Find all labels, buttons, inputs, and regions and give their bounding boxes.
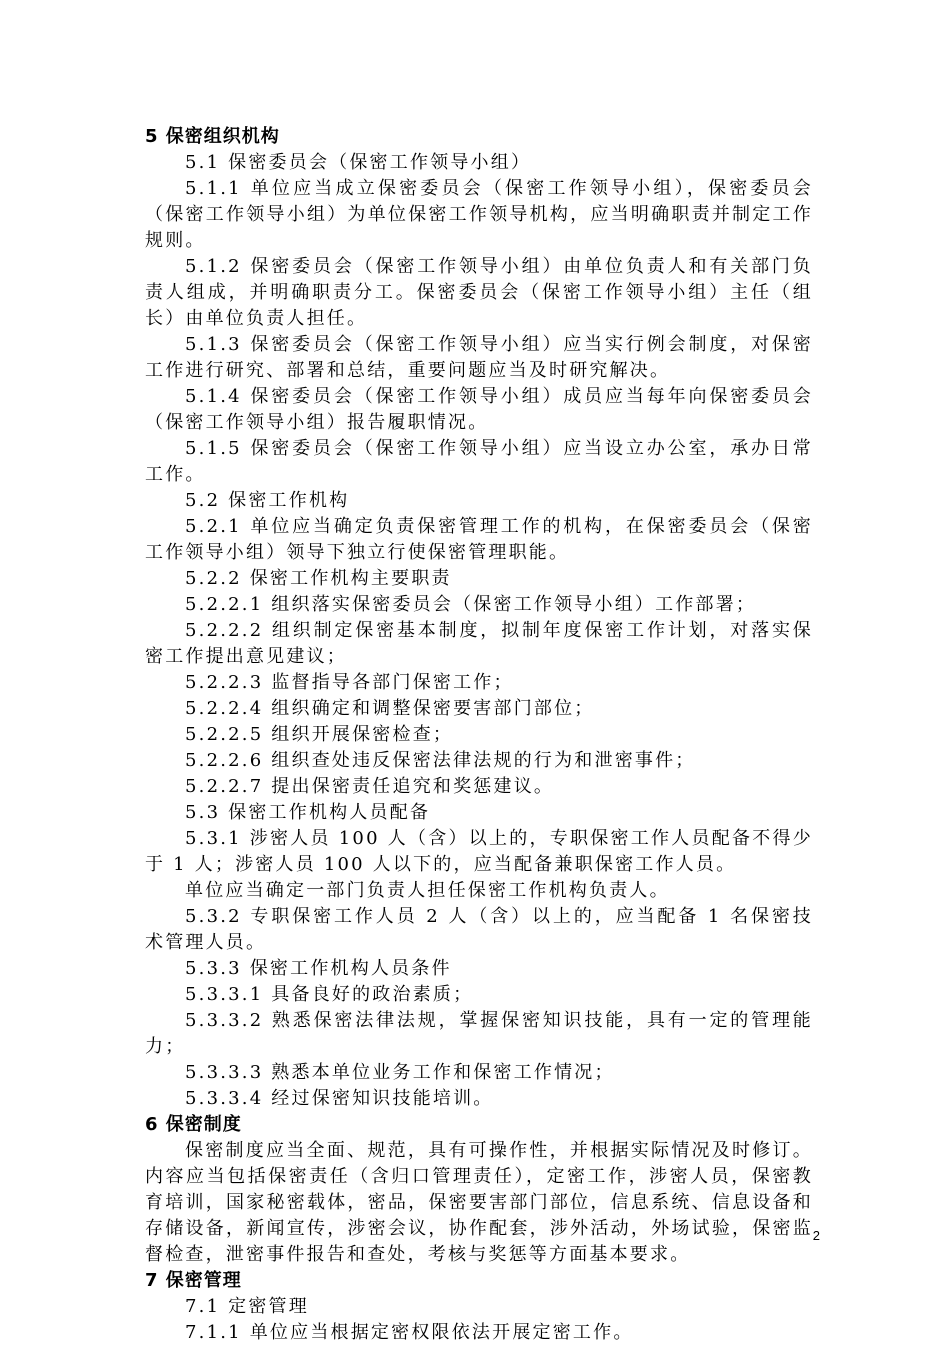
paragraph: 5.2.2.3 监督指导各部门保密工作； xyxy=(185,672,514,693)
paragraph: 5.2 保密工作机构 xyxy=(185,490,350,511)
paragraph: 5.1.2 保密委员会（保密工作领导小组）由单位负责人和有关部门负责人组成，并明确职责分工。保密委员会（保密工作领导小组）主任（组长）由单位负责人担任。 xyxy=(145,256,813,329)
paragraph: 5.3 保密工作机构人员配备 xyxy=(185,802,431,823)
section-heading: 6 保密制度 xyxy=(145,1114,242,1135)
section-heading: 5 保密组织机构 xyxy=(145,126,280,147)
paragraph: 5.2.2.2 组织制定保密基本制度，拟制年度保密工作计划，对落实保密工作提出意见建议； xyxy=(145,620,813,667)
paragraph: 5.2.2.4 组织确定和调整保密要害部门部位； xyxy=(185,698,595,719)
paragraph: 保密制度应当全面、规范，具有可操作性，并根据实际情况及时修订。内容应当包括保密责任（含归口管理责任），定密工作，涉密人员，保密教育培训，国家秘密载体，密品，保密要害部门部位，信息系统、信息设备和存储设备，新闻宣传，涉密会议，协作配套，涉外活动，外场试验，保密监督检查，泄密事件报告和查处，考核与奖惩等方面基本要求。 xyxy=(145,1140,813,1265)
paragraph: 5.1.4 保密委员会（保密工作领导小组）成员应当每年向保密委员会（保密工作领导小组）报告履职情况。 xyxy=(145,386,813,433)
paragraph: 5.3.3.2 熟悉保密法律法规，掌握保密知识技能，具有一定的管理能力； xyxy=(145,1010,813,1057)
paragraph: 5.3.3 保密工作机构人员条件 xyxy=(185,958,452,979)
paragraph: 单位应当确定一部门负责人担任保密工作机构负责人。 xyxy=(185,880,670,901)
paragraph: 5.3.1 涉密人员 100 人（含）以上的，专职保密工作人员配备不得少于 1 人；涉密人员 100 人以下的，应当配备兼职保密工作人员。 xyxy=(145,828,813,875)
paragraph: 5.2.2 保密工作机构主要职责 xyxy=(185,568,452,589)
paragraph: 5.3.3.4 经过保密知识技能培训。 xyxy=(185,1088,494,1109)
paragraph: 5.3.3.3 熟悉本单位业务工作和保密工作情况； xyxy=(185,1062,615,1083)
paragraph: 5.2.2.7 提出保密责任追究和奖惩建议。 xyxy=(185,776,555,797)
paragraph: 5.3.2 专职保密工作人员 2 人（含）以上的，应当配备 1 名保密技术管理人员。 xyxy=(145,906,813,953)
document-body xyxy=(145,124,813,1346)
paragraph: 5.1 保密委员会（保密工作领导小组） xyxy=(185,152,532,173)
paragraph: 5.2.2.6 组织查处违反保密法律法规的行为和泄密事件； xyxy=(185,750,696,771)
paragraph: 5.1.3 保密委员会（保密工作领导小组）应当实行例会制度，对保密工作进行研究、部署和总结，重要问题应当及时研究解决。 xyxy=(145,334,813,381)
paragraph: 5.1.1 单位应当成立保密委员会（保密工作领导小组），保密委员会（保密工作领导小组）为单位保密工作领导机构，应当明确职责并制定工作规则。 xyxy=(145,178,813,251)
paragraph: 7.1 定密管理 xyxy=(185,1296,309,1317)
paragraph: 5.1.5 保密委员会（保密工作领导小组）应当设立办公室，承办日常工作。 xyxy=(145,438,813,485)
paragraph: 5.2.1 单位应当确定负责保密管理工作的机构，在保密委员会（保密工作领导小组）领导下独立行使保密管理职能。 xyxy=(145,516,813,563)
paragraph: 7.1.1 单位应当根据定密权限依法开展定密工作。 xyxy=(185,1322,634,1343)
paragraph: 5.3.3.1 具备良好的政治素质； xyxy=(185,984,474,1005)
section-heading: 7 保密管理 xyxy=(145,1270,242,1291)
page-number: 2 xyxy=(812,1228,820,1243)
paragraph: 5.2.2.5 组织开展保密检查； xyxy=(185,724,454,745)
paragraph: 5.2.2.1 组织落实保密委员会（保密工作领导小组）工作部署； xyxy=(185,594,757,615)
